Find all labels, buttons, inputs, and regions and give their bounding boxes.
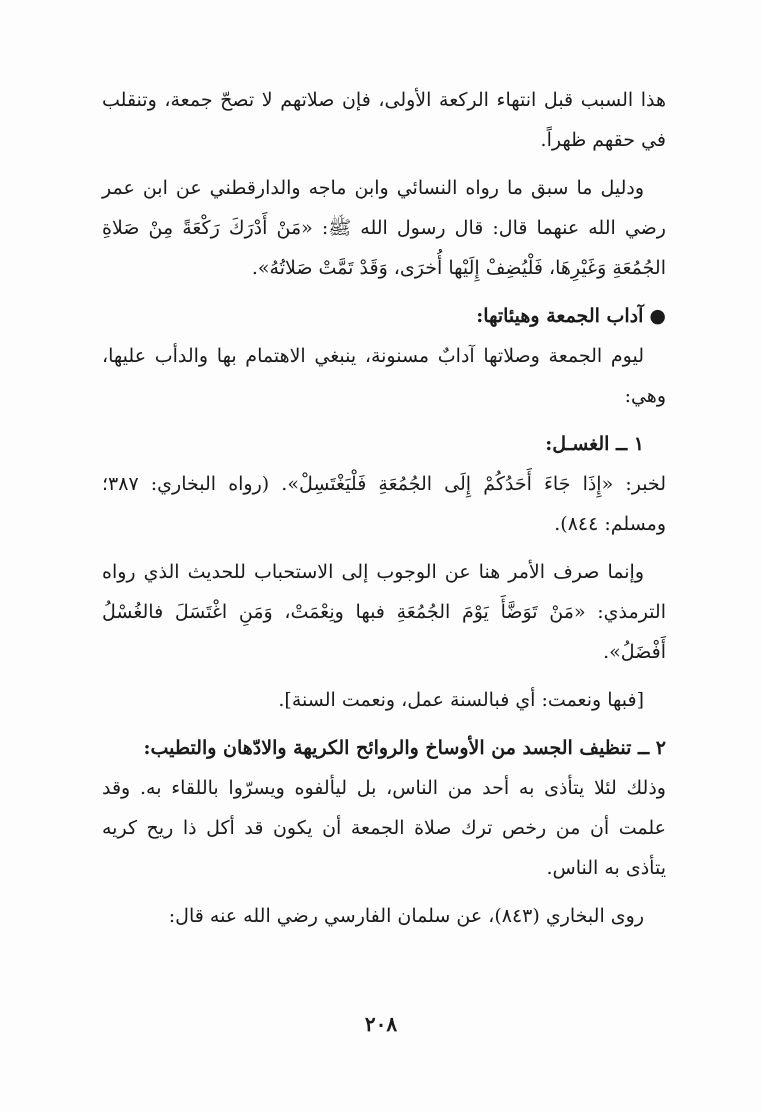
section-heading-text: آداب الجمعة وهيئاتها: <box>476 305 644 327</box>
page-number: ٢٠٨ <box>364 1012 398 1036</box>
section-heading <box>102 296 666 336</box>
paragraph-7: وذلك لئلا يتأذى به أحد من الناس، بل ليألفوه ويسرّوا باللقاء به. وقد علمت أن من رخص ترك صلاة الجمعة أن يكون قد أكل ذا ريح كريه يتأذى به الناس. <box>102 777 666 879</box>
paragraph-3: ليوم الجمعة وصلاتها آدابٌ مسنونة، ينبغي الاهتمام بها والدأب عليها، وهي: <box>102 345 666 407</box>
page-body <box>102 80 666 944</box>
bullet-icon: ● <box>649 305 666 327</box>
paragraph-2: ودليل ما سبق ما رواه النسائي وابن ماجه والدارقطني عن ابن عمر رضي الله عنهما قال: قال رسول الله ﷺ: «مَنْ أَدْرَكَ رَكْعَةً مِنْ صَلاةِ الجُمُعَةِ وَغَيْرِهَا، فَلْيُضِفْ إِلَيْها أُخرَى، وَقَدْ تَمَّتْ صَلاتُهُ». <box>102 177 666 279</box>
item-2-title: ٢ ــ تنظيف الجسد من الأوساخ والروائح الكريهة والادّهان والتطيب: <box>143 737 666 759</box>
paragraph-5: وإنما صرف الأمر هنا عن الوجوب إلى الاستحباب للحديث الذي رواه الترمذي: «مَنْ تَوَضَّأَ يَوْمَ الجُمُعَةِ فبها ونِعْمَتْ، وَمَنِ اغْتَسَلَ فالغُسْلُ أَفْضَلُ». <box>102 561 666 663</box>
paragraph-8: روى البخاري (٨٤٣)، عن سلمان الفارسي رضي الله عنه قال: <box>168 905 644 927</box>
paragraph-6: [فبها ونعمت: أي فبالسنة عمل، ونعمت السنة]. <box>278 689 644 711</box>
item-1-title: ١ ــ الغسـل: <box>545 433 644 455</box>
paragraph-4: لخبر: «إِذَا جَاءَ أَحَدُكُمْ إِلَى الجُمُعَةِ فَلْيَغْتَسِلْ». (رواه البخاري: ٣٨٧؛ ومسلم: ٨٤٤). <box>102 473 666 535</box>
paragraph-1: هذا السبب قبل انتهاء الركعة الأولى، فإن صلاتهم لا تصحّ جمعة، وتنقلب في حقهم ظهراً. <box>102 89 666 151</box>
